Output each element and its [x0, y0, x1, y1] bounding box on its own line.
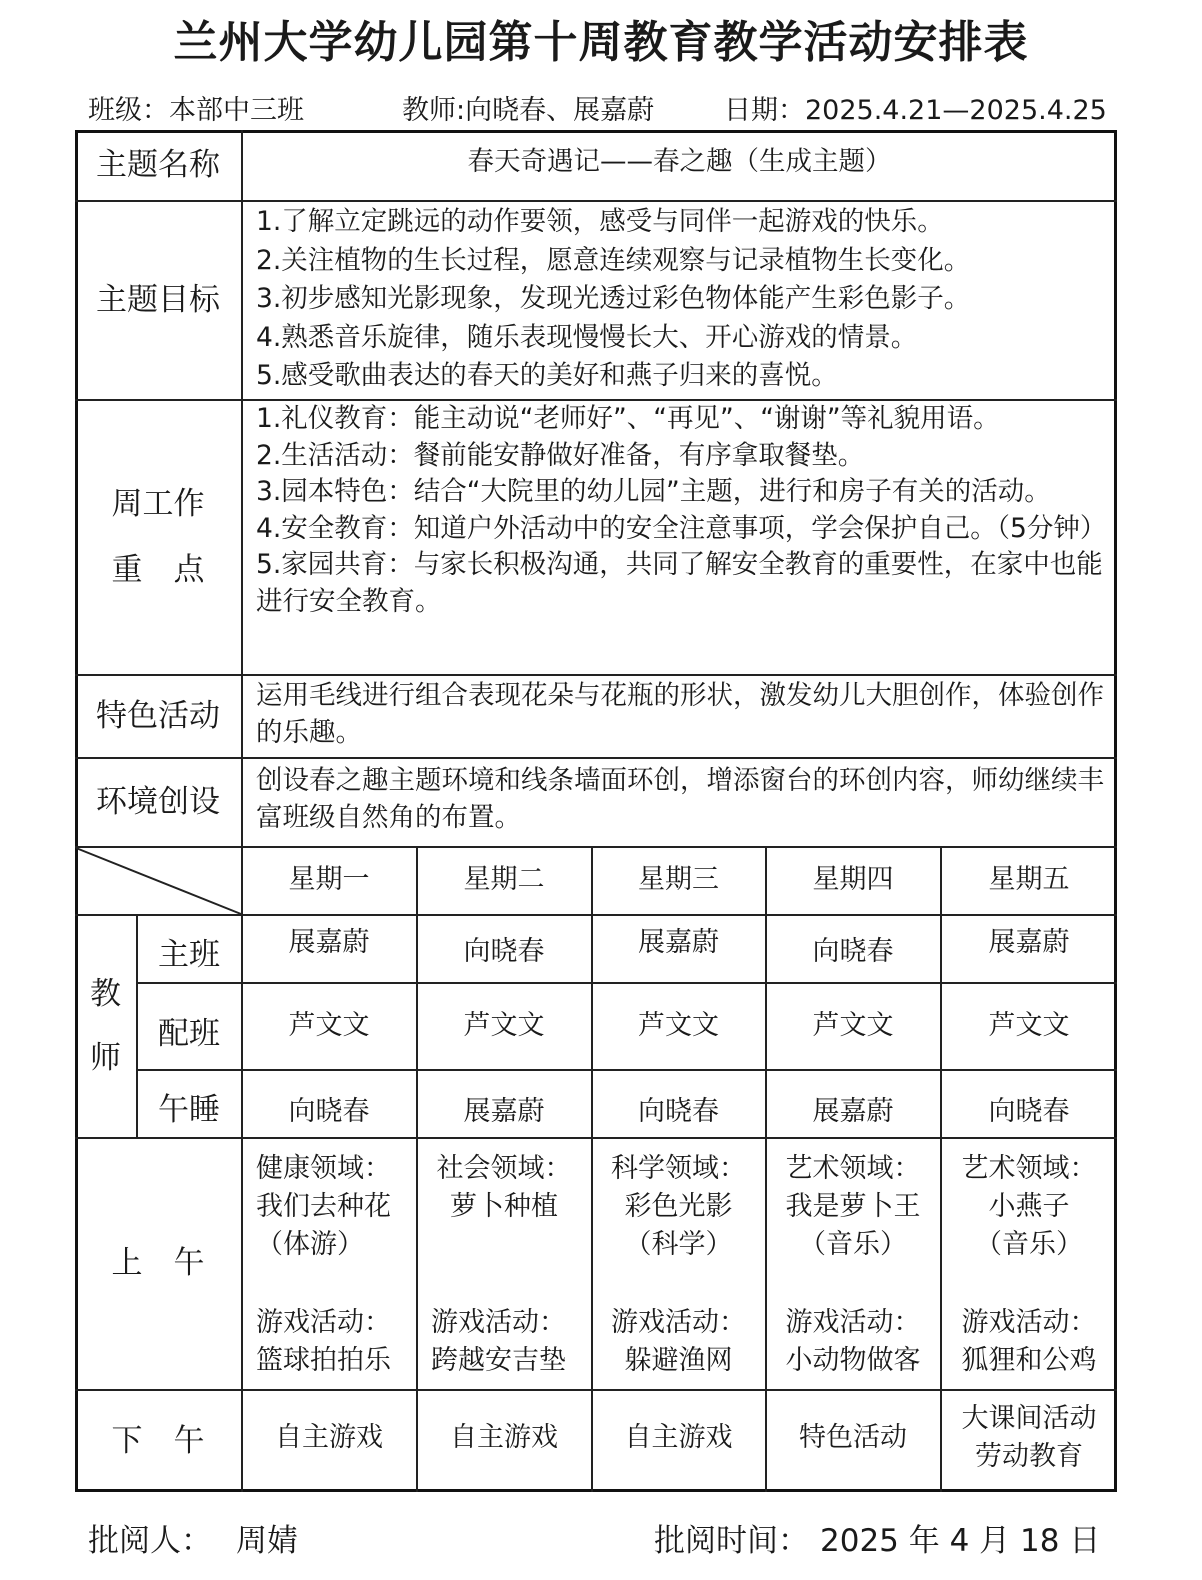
game-label: 游戏活动： — [961, 1307, 1097, 1338]
game-label: 游戏活动： — [256, 1307, 391, 1338]
afternoon-label: 下 午 — [111, 1422, 205, 1459]
game-name: 跨越安吉垫 — [431, 1345, 566, 1376]
review-time-value: 2025 年 4 月 18 日 — [820, 1523, 1101, 1559]
class-info: 班级：本部中三班 — [88, 95, 304, 126]
game-name: 小动物做客 — [785, 1345, 921, 1376]
environment-value — [256, 763, 1108, 836]
morning-type: （科学） — [624, 1229, 733, 1260]
morning-fri — [941, 1150, 1117, 1264]
goal-item: 2.关注植物的生长过程，愿意连续观察与记录植物生长变化。 — [256, 244, 971, 276]
day-header-tue: 星期二 — [463, 864, 545, 895]
morning-thu-game — [766, 1304, 940, 1380]
assistant-teacher-fri: 芦文文 — [988, 1009, 1070, 1041]
focus-item: 1.礼仪教育：能主动说“老师好”、“再见”、“谢谢”等礼貌用语。 — [256, 403, 1000, 434]
morning-fri-game — [941, 1304, 1117, 1380]
weekly-focus-label-line2: 重 点 — [111, 551, 205, 588]
date-info: 日期：2025.4.21—2025.4.25 — [724, 95, 1107, 126]
teacher-info: 教师:向晓春、展嘉蔚 — [402, 95, 655, 126]
game-label: 游戏活动： — [785, 1307, 921, 1338]
game-name: 躲避渔网 — [624, 1345, 733, 1376]
morning-type: （体游） — [256, 1229, 364, 1260]
day-header-mon: 星期一 — [288, 864, 370, 895]
afternoon-mon: 自主游戏 — [275, 1421, 383, 1453]
afternoon-wed: 自主游戏 — [624, 1421, 733, 1453]
morning-domain: 科学领域： — [611, 1153, 746, 1184]
morning-activity: 我们去种花 — [256, 1191, 391, 1222]
morning-type: （音乐） — [975, 1229, 1083, 1260]
weekly-focus-label-line1: 周工作 — [111, 485, 205, 522]
nap-teacher-label: 午睡 — [158, 1092, 220, 1128]
environment-text: 创设春之趣主题环境和线条墙面环创，增添窗台的环创内容，师幼继续丰富班级自然角的布置。 — [256, 765, 1104, 833]
game-label: 游戏活动： — [431, 1307, 566, 1338]
morning-domain: 艺术领域： — [785, 1153, 921, 1184]
day-header-wed: 星期三 — [638, 864, 719, 895]
teachers-group-label — [75, 914, 136, 1137]
teachers-label-char2: 师 — [90, 1039, 121, 1076]
focus-item: 5.家园共育：与家长积极沟通，共同了解安全教育的重要性，在家中也能进行安全教育。 — [256, 549, 1103, 617]
afternoon-thu: 特色活动 — [799, 1421, 907, 1453]
main-teacher-mon: 展嘉蔚 — [288, 927, 370, 958]
goal-item: 4.熟悉音乐旋律，随乐表现慢慢长大、开心游戏的情景。 — [256, 321, 918, 353]
assistant-teacher-tue: 芦文文 — [463, 1009, 545, 1041]
assistant-teacher-thu: 芦文文 — [812, 1009, 894, 1041]
morning-tue — [417, 1150, 591, 1226]
morning-activity: 我是萝卜王 — [785, 1191, 921, 1222]
theme-name-label: 主题名称 — [96, 147, 220, 183]
weekly-focus-label — [75, 399, 241, 674]
theme-name-value: 春天奇遇记——春之趣（生成主题） — [467, 146, 892, 177]
game-name: 狐狸和公鸡 — [961, 1345, 1097, 1376]
nap-teacher-fri: 向晓春 — [988, 1096, 1070, 1127]
teachers-label-char1: 教 — [90, 975, 121, 1012]
day-header-fri: 星期五 — [988, 864, 1070, 895]
main-teacher-wed: 展嘉蔚 — [638, 927, 719, 958]
weekly-focus-list — [256, 401, 1108, 620]
reviewer-name: 周婧 — [236, 1523, 298, 1559]
review-time-label: 批阅时间： — [654, 1523, 809, 1559]
morning-thu — [766, 1150, 940, 1264]
morning-label: 上 午 — [111, 1245, 205, 1281]
special-activity-label: 特色活动 — [96, 697, 220, 734]
morning-mon — [242, 1150, 416, 1264]
focus-item: 3.园本特色：结合“大院里的幼儿园”主题，进行和房子有关的活动。 — [256, 476, 1051, 507]
morning-activity: 萝卜种植 — [450, 1191, 558, 1222]
environment-label: 环境创设 — [96, 783, 220, 820]
game-label: 游戏活动： — [611, 1307, 746, 1338]
nap-teacher-wed: 向晓春 — [638, 1096, 719, 1127]
morning-mon-game — [242, 1304, 416, 1380]
goal-item: 3.初步感知光影现象，发现光透过彩色物体能产生彩色影子。 — [256, 283, 971, 314]
reviewer-label: 批阅人： — [88, 1523, 212, 1559]
main-teacher-tue: 向晓春 — [463, 936, 545, 967]
nap-teacher-thu: 展嘉蔚 — [812, 1096, 894, 1127]
nap-teacher-mon: 向晓春 — [288, 1096, 370, 1127]
main-teacher-label: 主班 — [158, 937, 220, 973]
main-teacher-thu: 向晓春 — [812, 936, 894, 967]
game-name: 篮球拍拍乐 — [256, 1345, 391, 1376]
special-activity-value — [256, 678, 1108, 751]
morning-activity: 彩色光影 — [624, 1191, 733, 1222]
theme-goals-label: 主题目标 — [96, 281, 220, 318]
page-title: 兰州大学幼儿园第十周教育教学活动安排表 — [173, 17, 1029, 68]
focus-item: 2.生活活动：餐前能安静做好准备，有序拿取餐垫。 — [256, 439, 865, 471]
morning-activity: 小燕子 — [988, 1191, 1070, 1222]
theme-goals-list — [256, 203, 1111, 396]
day-header-thu: 星期四 — [812, 864, 894, 895]
morning-domain: 艺术领域： — [961, 1153, 1097, 1184]
main-teacher-fri: 展嘉蔚 — [988, 927, 1070, 958]
focus-item: 4.安全教育：知道户外活动中的安全注意事项，学会保护自己。（5分钟） — [256, 512, 1107, 544]
nap-teacher-tue: 展嘉蔚 — [463, 1096, 545, 1127]
special-activity-text: 运用毛线进行组合表现花朵与花瓶的形状，激发幼儿大胆创作，体验创作的乐趣。 — [256, 680, 1104, 748]
assistant-teacher-label: 配班 — [158, 1015, 220, 1052]
morning-tue-game — [417, 1304, 591, 1380]
morning-domain: 社会领域： — [436, 1153, 572, 1184]
morning-type: （音乐） — [799, 1229, 907, 1260]
assistant-teacher-mon: 芦文文 — [288, 1009, 370, 1041]
morning-wed — [592, 1150, 765, 1264]
goal-item: 5.感受歌曲表达的春天的美好和燕子归来的喜悦。 — [256, 360, 838, 391]
morning-domain: 健康领域： — [256, 1153, 391, 1184]
afternoon-fri: 大课间活动 劳动教育 — [961, 1402, 1097, 1472]
goal-item: 1.了解立定跳远的动作要领，感受与同伴一起游戏的快乐。 — [256, 206, 944, 237]
afternoon-tue: 自主游戏 — [450, 1421, 558, 1453]
assistant-teacher-wed: 芦文文 — [638, 1009, 719, 1041]
morning-wed-game — [592, 1304, 765, 1380]
